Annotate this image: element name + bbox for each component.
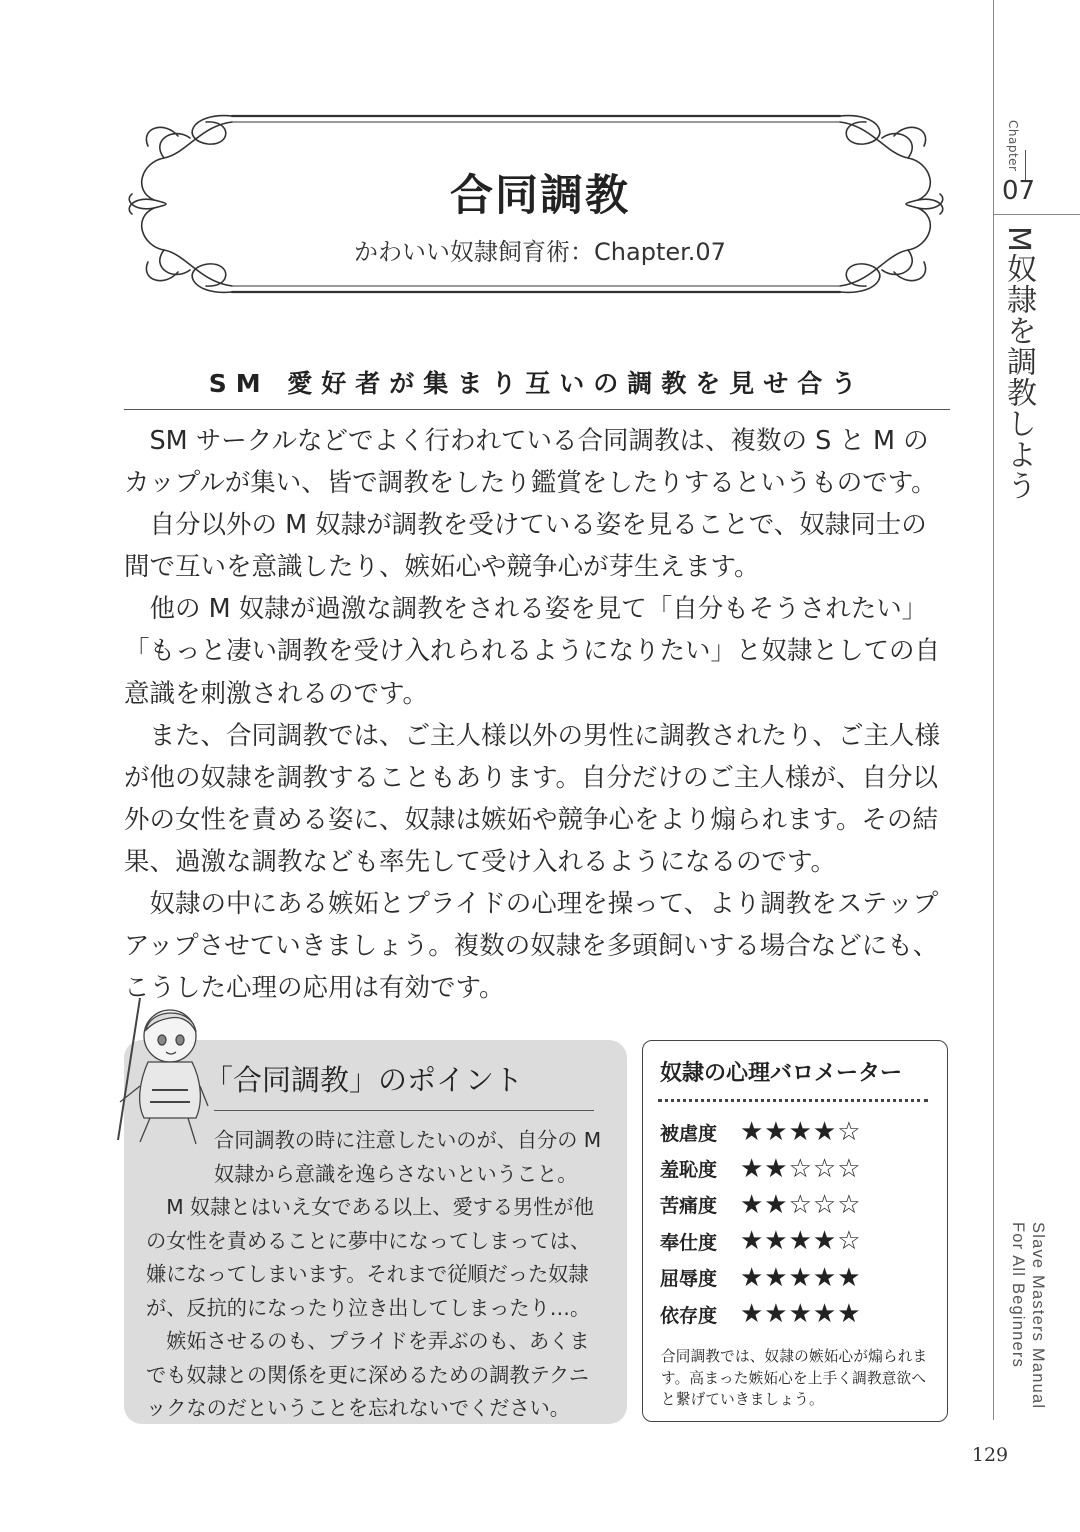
book-title-line: Slave Masters Manual (1029, 1222, 1047, 1410)
chapter-divider (993, 214, 1080, 215)
barometer-row (660, 1150, 930, 1186)
page-number: 129 (971, 1444, 1009, 1466)
meter-label: 羞恥度 (660, 1159, 718, 1182)
chapter-title: 合同調教 (450, 171, 630, 221)
point-paragraph: 嫉妬させるのも、プライドを弄ぶのも、あくまでも奴隷との関係を更に深めるための調教テクニックなのだということを忘れないでください。 (146, 1329, 590, 1420)
section-heading: SM 愛好者が集まり互いの調教を見せ合う (208, 369, 866, 398)
barometer-note: 合同調教では、奴隷の嫉妬心が煽られます。高まった嫉妬心を上手く調教意欲へと繋げていきましょう。 (661, 1348, 928, 1408)
barometer-dotted-divider (658, 1099, 928, 1102)
point-divider (214, 1110, 594, 1111)
body-paragraph: 奴隷の中にある嫉妬とプライドの心理を操って、より調教をステップアップさせていきましょう。複数の奴隷を多頭飼いする場合などにも、こうした心理の応用は有効です。 (124, 889, 939, 1004)
star-rating-icon: ★★★★★ (740, 1262, 862, 1293)
chapter-number: 07 (1002, 176, 1036, 206)
star-rating-icon: ★★★★☆ (740, 1226, 862, 1257)
body-text (124, 420, 952, 1009)
meter-label: 奉仕度 (660, 1231, 718, 1254)
point-title: 「合同調教」のポイント (204, 1063, 524, 1097)
barometer-title: 奴隷の心理バロメーター (660, 1061, 903, 1086)
point-paragraph: M 奴隷とはいえ女である以上、愛する男性が他の女性を責めることに夢中になってしまっては、嫌になってしまいます。それまで従順だった奴隷が、反抗的になったり泣き出してしまったり…。 (146, 1195, 594, 1320)
star-rating-icon: ★★★★☆ (740, 1117, 862, 1148)
margin-divider (993, 0, 994, 1420)
vertical-chapter-title: M奴隷を調教しよう (1001, 226, 1036, 501)
meter-label: 苦痛度 (660, 1195, 718, 1218)
barometer-row (660, 1187, 930, 1223)
meter-label: 依存度 (660, 1304, 718, 1327)
chapter-label-text: Chapter (1006, 120, 1020, 172)
point-text (146, 1124, 602, 1426)
star-rating-icon: ★★★★★ (740, 1299, 862, 1330)
book-title (1008, 1222, 1048, 1420)
barometer-row (660, 1260, 930, 1296)
body-paragraph: 自分以外の M 奴隷が調教を受けている姿を見ることで、奴隷同士の間で互いを意識したり、嫉妬心や競争心が芽生えます。 (124, 510, 927, 583)
body-paragraph: SM サークルなどでよく行われている合同調教は、複数の S と M のカップルが集い、皆で調教をしたり鑑賞をしたりするというものです。 (124, 426, 937, 499)
barometer-row (660, 1223, 930, 1259)
star-rating-icon: ★★☆☆☆ (740, 1189, 862, 1220)
barometer-row (660, 1296, 930, 1332)
star-rating-icon: ★★☆☆☆ (740, 1153, 862, 1184)
body-paragraph: また、合同調教では、ご主人様以外の男性に調教されたり、ご主人様が他の奴隷を調教することもあります。自分だけのご主人様が、自分以外の女性を責める姿に、奴隷は嫉妬や競争心をより煽られます。その結果、過激な調教なども率先して受け入れるようになるのです。 (124, 720, 941, 877)
meter-label: 屈辱度 (660, 1268, 718, 1291)
body-paragraph: 他の M 奴隷が過激な調教をされる姿を見て「自分もそうされたい」「もっと凄い調教を受け入れられるようになりたい」と奴隷としての自意識を刺激されるのです。 (124, 594, 941, 709)
point-paragraph: 合同調教の時に注意したいのが、自分の M 奴隷から意識を逸らさないということ。 (214, 1128, 602, 1186)
book-title-line: For All Beginners (1009, 1222, 1027, 1369)
barometer-row (660, 1114, 930, 1150)
section-divider (124, 409, 950, 410)
chapter-subtitle: かわいい奴隷飼育術：Chapter.07 (354, 238, 726, 266)
barometer-list (660, 1114, 930, 1332)
meter-label: 被虐度 (660, 1122, 718, 1145)
